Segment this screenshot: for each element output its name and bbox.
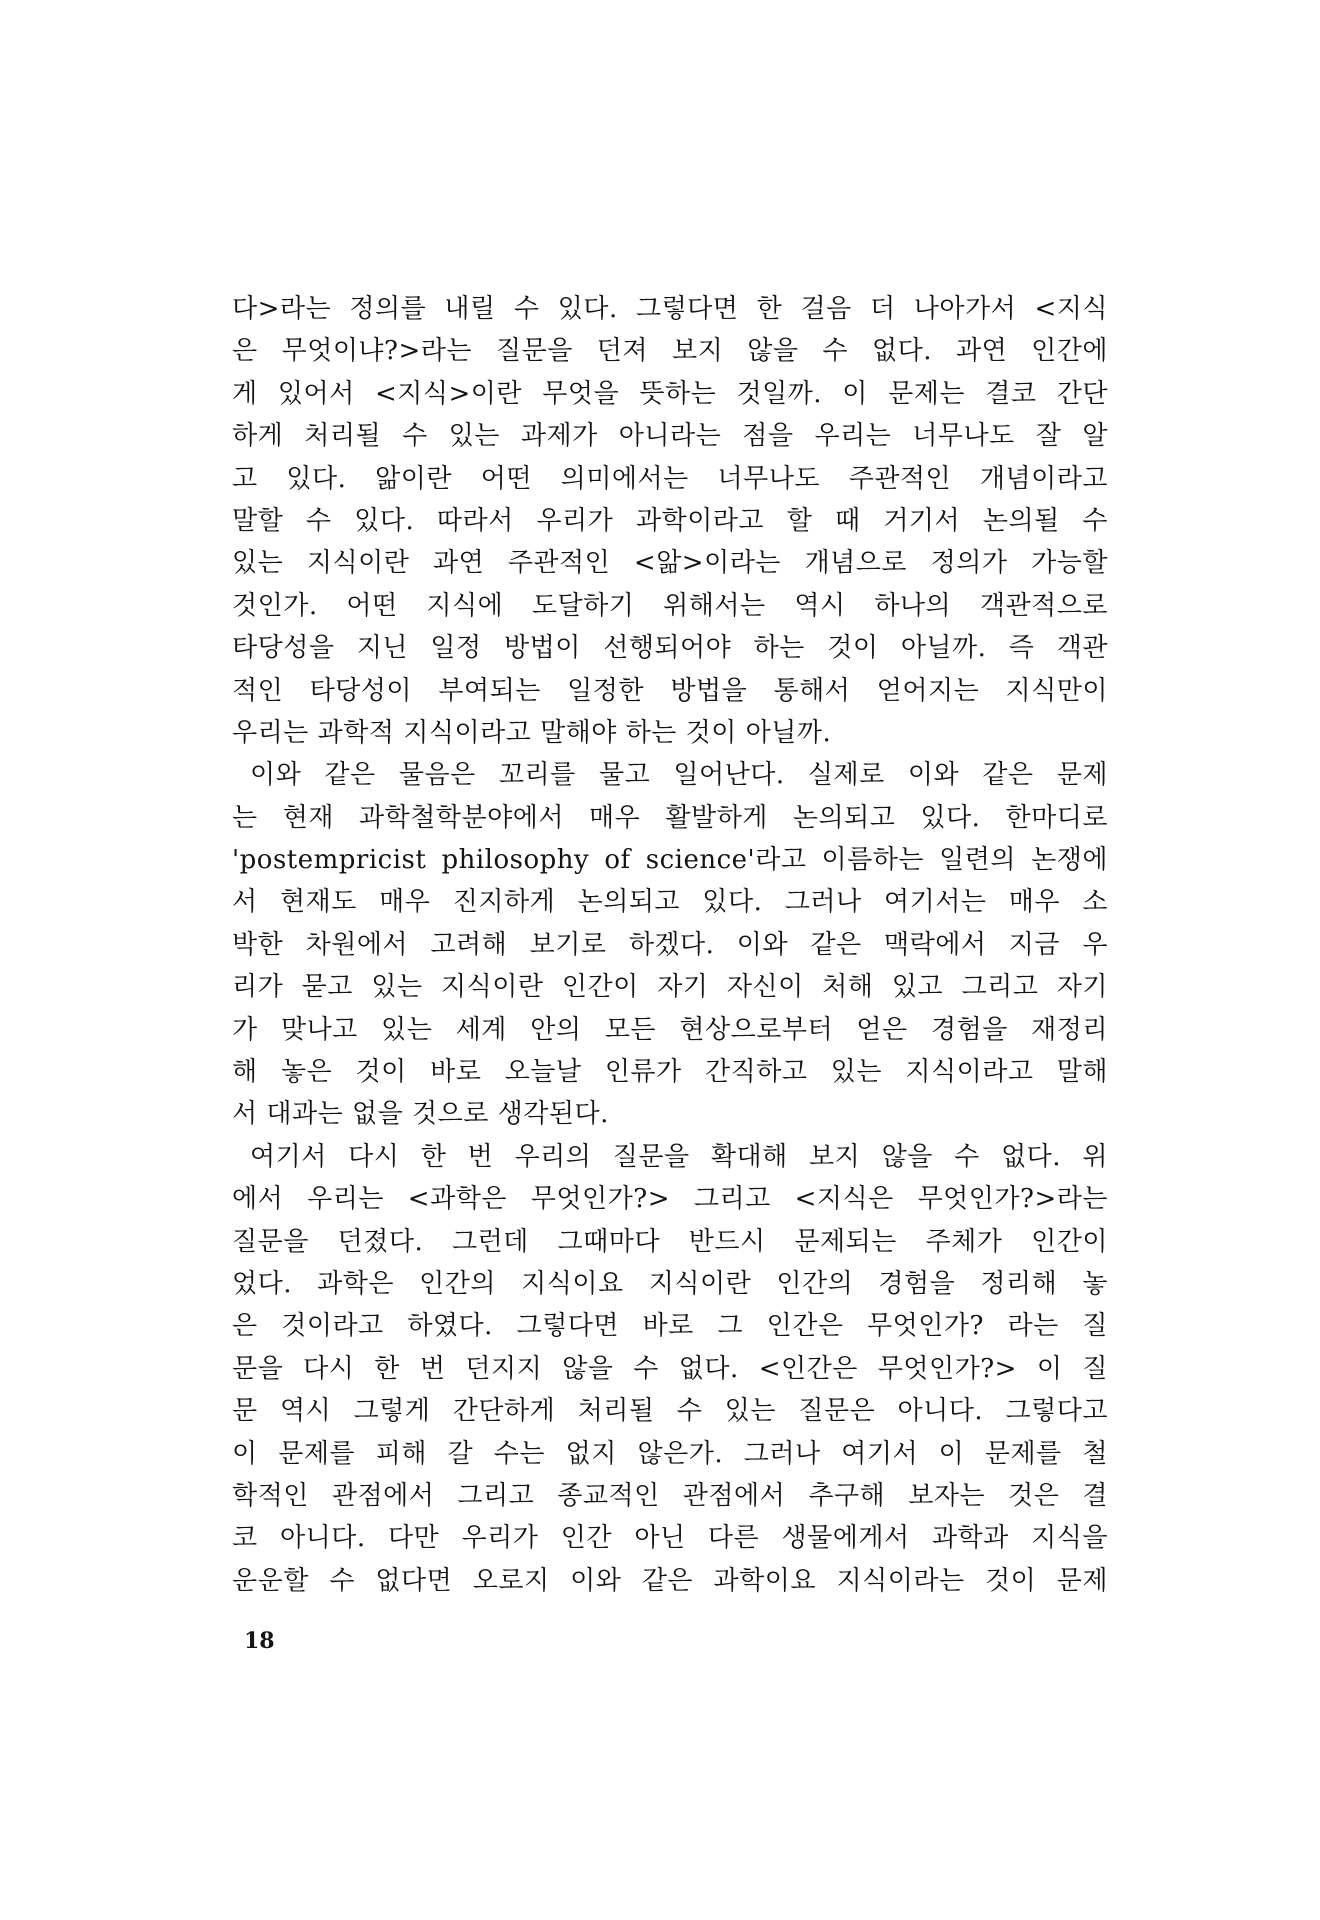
- text-line: 는 현재 과학철학분야에서 매우 활발하게 논의되고 있다. 한마디로: [232, 802, 1108, 833]
- text-line: 해 놓은 것이 바로 오늘날 인류가 간직하고 있는 지식이라고 말해: [232, 1057, 1108, 1088]
- text-line: 문 역시 그렇게 간단하게 처리될 수 있는 질문은 아니다. 그렇다고: [232, 1396, 1108, 1427]
- text-line: 리가 묻고 있는 지식이란 인간이 자기 자신이 처해 있고 그리고 자기: [232, 972, 1108, 1003]
- text-line: 적인 타당성이 부여되는 일정한 방법을 통해서 얻어지는 지식만이: [232, 675, 1108, 706]
- text-line: 있는 지식이란 과연 주관적인 <앎>이라는 개념으로 정의가 가능할: [232, 548, 1108, 579]
- text-line: 게 있어서 <지식>이란 무엇을 뜻하는 것일까. 이 문제는 결코 간단: [232, 378, 1108, 409]
- text-line: 'postempricist philosophy of science'라고 이름하는 일련의 논쟁에: [232, 845, 1108, 876]
- text-line: 문을 다시 한 번 던지지 않을 수 없다. <인간은 무엇인가?> 이 질: [232, 1353, 1108, 1384]
- text-line: 었다. 과학은 인간의 지식이요 지식이란 인간의 경험을 정리해 놓: [232, 1268, 1108, 1299]
- text-line: 학적인 관점에서 그리고 종교적인 관점에서 추구해 보자는 것은 결: [232, 1480, 1108, 1511]
- body-text: [232, 288, 1108, 1602]
- text-line: 서 대과는 없을 것으로 생각된다.: [232, 1099, 609, 1130]
- text-line: 코 아니다. 다만 우리가 인간 아닌 다른 생물에게서 과학과 지식을: [232, 1523, 1108, 1554]
- text-line: 하게 처리될 수 있는 과제가 아니라는 점을 우리는 너무나도 잘 알: [232, 421, 1108, 452]
- text-line: 말할 수 있다. 따라서 우리가 과학이라고 할 때 거기서 논의될 수: [232, 505, 1108, 536]
- text-line: 에서 우리는 <과학은 무엇인가?> 그리고 <지식은 무엇인가?>라는: [232, 1184, 1108, 1215]
- text-line: 이 문제를 피해 갈 수는 없지 않은가. 그러나 여기서 이 문제를 철: [232, 1438, 1108, 1469]
- text-line: 운운할 수 없다면 오로지 이와 같은 과학이요 지식이라는 것이 문제: [232, 1565, 1108, 1596]
- text-line-paragraph-start: 여기서 다시 한 번 우리의 질문을 확대해 보지 않을 수 없다. 위: [250, 1141, 1108, 1172]
- text-line: 우리는 과학적 지식이라고 말해야 하는 것이 아닐까.: [232, 717, 832, 748]
- text-line: 서 현재도 매우 진지하게 논의되고 있다. 그러나 여기서는 매우 소: [232, 887, 1108, 918]
- text-line: 질문을 던졌다. 그런데 그때마다 반드시 문제되는 주체가 인간이: [232, 1226, 1108, 1257]
- text-line: 박한 차원에서 고려해 보기로 하겠다. 이와 같은 맥락에서 지금 우: [232, 929, 1108, 960]
- page-number: 18: [244, 1628, 275, 1654]
- text-line: 다>라는 정의를 내릴 수 있다. 그렇다면 한 걸음 더 나아가서 <지식: [232, 294, 1108, 324]
- text-line: 가 맞나고 있는 세계 안의 모든 현상으로부터 얻은 경험을 재정리: [232, 1014, 1108, 1045]
- text-line-paragraph-start: 이와 같은 물음은 꼬리를 물고 일어난다. 실제로 이와 같은 문제: [250, 760, 1108, 791]
- text-line: 타당성을 지닌 일정 방법이 선행되어야 하는 것이 아닐까. 즉 객관: [232, 633, 1108, 664]
- text-line: 고 있다. 앎이란 어떤 의미에서는 너무나도 주관적인 개념이라고: [232, 463, 1108, 494]
- text-line: 은 것이라고 하였다. 그렇다면 바로 그 인간은 무엇인가? 라는 질: [232, 1311, 1108, 1342]
- text-line: 은 무엇이냐?>라는 질문을 던져 보지 않을 수 없다. 과연 인간에: [232, 336, 1108, 367]
- text-line: 것인가. 어떤 지식에 도달하기 위해서는 역시 하나의 객관적으로: [232, 590, 1108, 621]
